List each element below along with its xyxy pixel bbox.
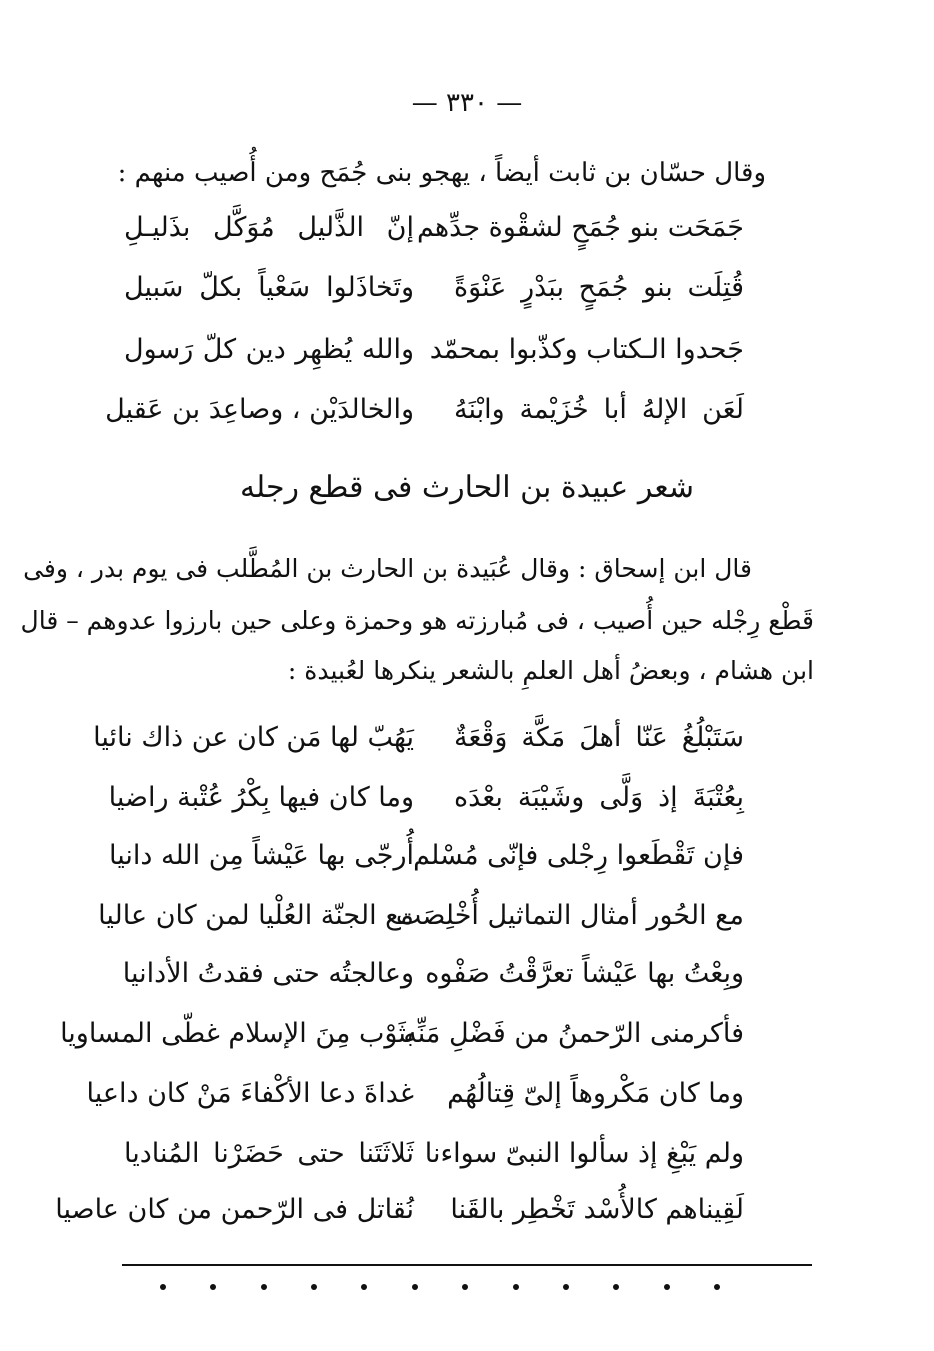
verse-second-hemistich: وعالجتُه حتى فقدتُ الأدانيا (122, 958, 414, 989)
poem1-verse (105, 394, 744, 438)
verse-second-hemistich: إنّ الذَّليل مُوَكَّل بذَليـلِ (124, 212, 414, 243)
verse-first-hemistich: جَحدوا الـكتاب وكذّبوا بمحمّد (429, 334, 744, 365)
verse-first-hemistich: لَعَن الإلهُ أبا خُزَيْمة وابْنَهُ (454, 394, 744, 425)
verse-second-hemistich: مع الجنّة العُلْيا لمن كان عاليا (98, 900, 414, 931)
verse-first-hemistich: ولم يَبْغِ إذ سألوا النبىّ سواءنا (424, 1138, 744, 1169)
poem2-verse (93, 722, 744, 766)
verse-first-hemistich: سَتَبْلُغُ عَنّا أهلَ مَكَّة وَقْعَةٌ (454, 722, 744, 753)
verse-first-hemistich: وما كان مَكْروهاً إلىّ قِتالُهُم (447, 1078, 744, 1109)
poem2-verse (98, 900, 744, 944)
verse-first-hemistich: قُتِلَت بنو جُمَحٍ ببَدْرٍ عَنْوَةً (454, 272, 744, 303)
page-number: — ٣٣٠ — (411, 88, 523, 118)
verse-second-hemistich: ثَلاثَتَنا حتى حَضَرْنا المُناديا (124, 1138, 414, 1169)
poem2-verse (60, 1018, 744, 1062)
verse-first-hemistich: فأكرمنى الرّحمنُ من فَضْلِ مَنِّه (403, 1018, 744, 1049)
footer-dot (462, 1284, 468, 1290)
footer-dot (361, 1284, 367, 1290)
prose-line: قال ابن إسحاق : وقال عُبَيدة بن الحارث بن المُطَّلب فى يوم بدر ، وفى (23, 554, 752, 583)
verse-first-hemistich: بِعُتْبَةَ إذ وَلَّى وشَيْبَة بعْدَه (454, 782, 744, 813)
verse-second-hemistich: يَهُبّ لها مَن كان عن ذاك نائيا (93, 722, 414, 753)
verse-second-hemistich: والله يُظهِر دين كلّ رَسول (124, 334, 414, 365)
poem1-verse (124, 272, 744, 316)
poem2-verse (55, 1194, 744, 1238)
footer-dot (714, 1284, 720, 1290)
verse-first-hemistich: مع الحُور أمثال التماثيل أُخْلِصَت (395, 900, 744, 931)
poem2-verse (86, 1078, 744, 1122)
poem2-verse (109, 840, 744, 884)
verse-second-hemistich: وما كان فيها بِكْرُ عُتْبة راضيا (108, 782, 414, 813)
footer-dot (311, 1284, 317, 1290)
verse-second-hemistich: بثَوْب مِنَ الإسلام غطّى المساويا (60, 1018, 414, 1049)
footer-dot-row (160, 1284, 720, 1290)
verse-first-hemistich: جَمَحَت بنو جُمَحٍ لشقْوة جدِّهم (416, 212, 744, 243)
poem1-verse (124, 334, 744, 378)
footer-dot (613, 1284, 619, 1290)
poem2-verse (124, 1138, 744, 1182)
prose-line: قَطْع رِجْله حين أُصيب ، فى مُبارزته هو وحمزة وعلى حين بارزوا عدوهم – قال (20, 606, 814, 635)
prose-line: ابن هشام ، وبعضُ أهل العلمِ بالشعر ينكرها لعُبيدة : (287, 656, 814, 685)
section-heading: شعر عبيدة بن الحارث فى قطع رجله (239, 470, 695, 505)
footer-dot (513, 1284, 519, 1290)
intro-line: وقال حسّان بن ثابت أيضاً ، يهجو بنى جُمَح ومن أُصيب منهم : (117, 158, 766, 188)
poem1-verse (124, 212, 744, 256)
verse-first-hemistich: فإن تَقْطَعوا رِجْلى فإنّى مُسْلم (413, 840, 744, 871)
footer-dot (261, 1284, 267, 1290)
poem2-verse (124, 958, 744, 1002)
footer-dot (412, 1284, 418, 1290)
verse-second-hemistich: أُرجّى بها عَيْشاً مِن الله دانيا (109, 840, 414, 871)
footer-rule (122, 1264, 812, 1266)
verse-first-hemistich: وبِعْتُ بها عَيْشاً تعرَّقْتُ صَفْوه (425, 958, 744, 989)
verse-first-hemistich: لَقِيناهم كالأُسْد تَخْطِر بالقَنا (450, 1194, 744, 1225)
footer-dot (160, 1284, 166, 1290)
footer-dot (563, 1284, 569, 1290)
poem2-verse (108, 782, 744, 826)
verse-second-hemistich: وتَخاذَلوا سَعْياً بكلّ سَبيل (124, 272, 414, 303)
footer-dot (664, 1284, 670, 1290)
verse-second-hemistich: نُقاتل فى الرّحمن من كان عاصيا (55, 1194, 414, 1225)
verse-second-hemistich: غداةَ دعا الأكْفاءَ مَنْ كان داعيا (86, 1078, 414, 1109)
footer-dot (210, 1284, 216, 1290)
verse-second-hemistich: والخالدَيْن ، وصاعِدَ بن عَقيل (105, 394, 414, 425)
